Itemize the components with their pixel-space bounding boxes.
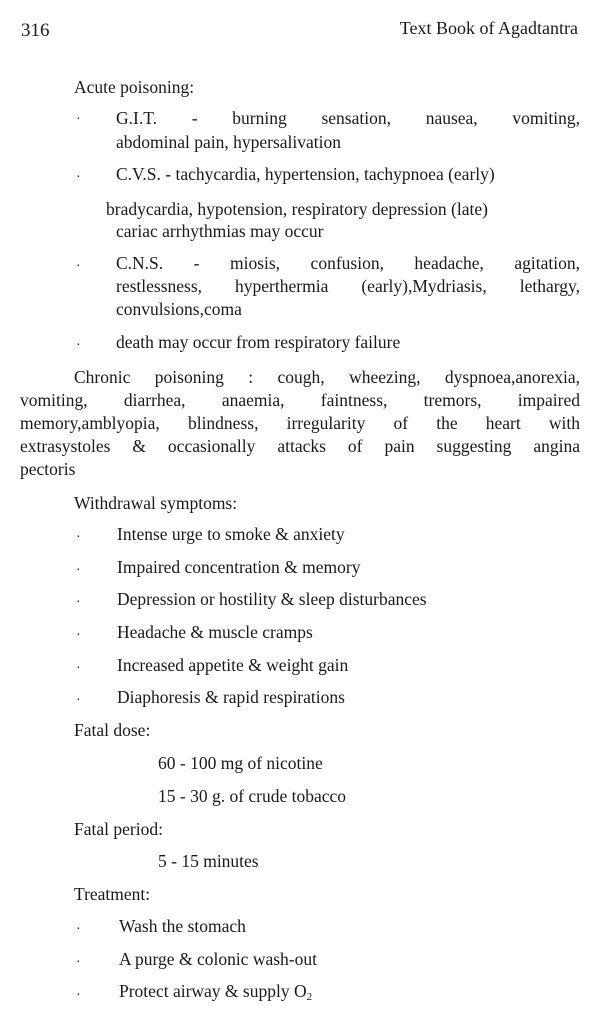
bullet-icon: ·: [76, 693, 81, 708]
git-line-1: G.I.T. - burning sensation, nausea, vomiting,: [116, 108, 580, 128]
treatment-item-text: Protect airway & supply O: [119, 981, 307, 1001]
bullet-icon: ·: [76, 112, 81, 127]
acute-heading: Acute poisoning:: [74, 77, 195, 97]
bullet-icon: ·: [76, 259, 81, 274]
cns-line-2: restlessness, hyperthermia (early),Mydriasis, lethargy,: [116, 276, 580, 296]
withdrawal-heading: Withdrawal symptoms:: [74, 493, 238, 513]
list-item: Diaphoresis & rapid respirations: [117, 687, 345, 707]
chronic-line-5: pectoris: [20, 459, 76, 479]
list-item: Depression or hostility & sleep disturbances: [117, 589, 427, 609]
fatal-dose-heading: Fatal dose:: [74, 720, 151, 740]
death-line: death may occur from respiratory failure: [116, 332, 401, 352]
list-item: Wash the stomach: [119, 916, 246, 936]
bullet-icon: ·: [76, 563, 81, 578]
cvs-line-3: cariac arrhythmias may occur: [116, 221, 324, 241]
chronic-line-3: memory,amblyopia, blindness, irregularity of the heart with: [20, 413, 580, 433]
bullet-icon: ·: [76, 661, 81, 676]
fatal-dose-item: 15 - 30 g. of crude tobacco: [158, 786, 347, 806]
list-item: [119, 981, 312, 1003]
bullet-icon: ·: [76, 955, 81, 970]
subscript-2: 2: [306, 991, 313, 1003]
chronic-line-4: extrasystoles & occasionally attacks of pain suggesting angina: [20, 436, 580, 456]
bullet-icon: ·: [76, 338, 81, 353]
list-item: Increased appetite & weight gain: [117, 655, 349, 675]
list-item: Impaired concentration & memory: [117, 557, 361, 577]
chronic-line-1: Chronic poisoning : cough, wheezing, dyspnoea,anorexia,: [74, 367, 580, 387]
bullet-icon: ·: [76, 628, 81, 643]
git-line-2: abdominal pain, hypersalivation: [116, 132, 342, 152]
bullet-icon: ·: [76, 988, 81, 1003]
cns-line-3: convulsions,coma: [116, 299, 242, 319]
chronic-line-2: vomiting, diarrhea, anaemia, faintness, tremors, impaired: [20, 390, 580, 410]
treatment-heading: Treatment:: [74, 884, 151, 904]
bullet-icon: ·: [76, 595, 81, 610]
cvs-line-1: C.V.S. - tachycardia, hypertension, tachypnoea (early): [116, 164, 495, 184]
list-item: A purge & colonic wash-out: [119, 949, 317, 969]
cns-line-1: C.N.S. - miosis, confusion, headache, agitation,: [116, 253, 580, 273]
cvs-line-2: bradycardia, hypotension, respiratory depression (late): [106, 199, 488, 219]
list-item: Headache & muscle cramps: [117, 622, 313, 642]
fatal-period-value: 5 - 15 minutes: [158, 851, 259, 871]
fatal-period-heading: Fatal period:: [74, 819, 163, 839]
fatal-dose-item: 60 - 100 mg of nicotine: [158, 753, 323, 773]
book-title: Text Book of Agadtantra: [399, 18, 578, 38]
bullet-icon: ·: [76, 922, 81, 937]
page-number: 316: [21, 20, 50, 41]
bullet-icon: ·: [76, 170, 81, 185]
list-item: Intense urge to smoke & anxiety: [117, 524, 345, 544]
bullet-icon: ·: [76, 530, 81, 545]
